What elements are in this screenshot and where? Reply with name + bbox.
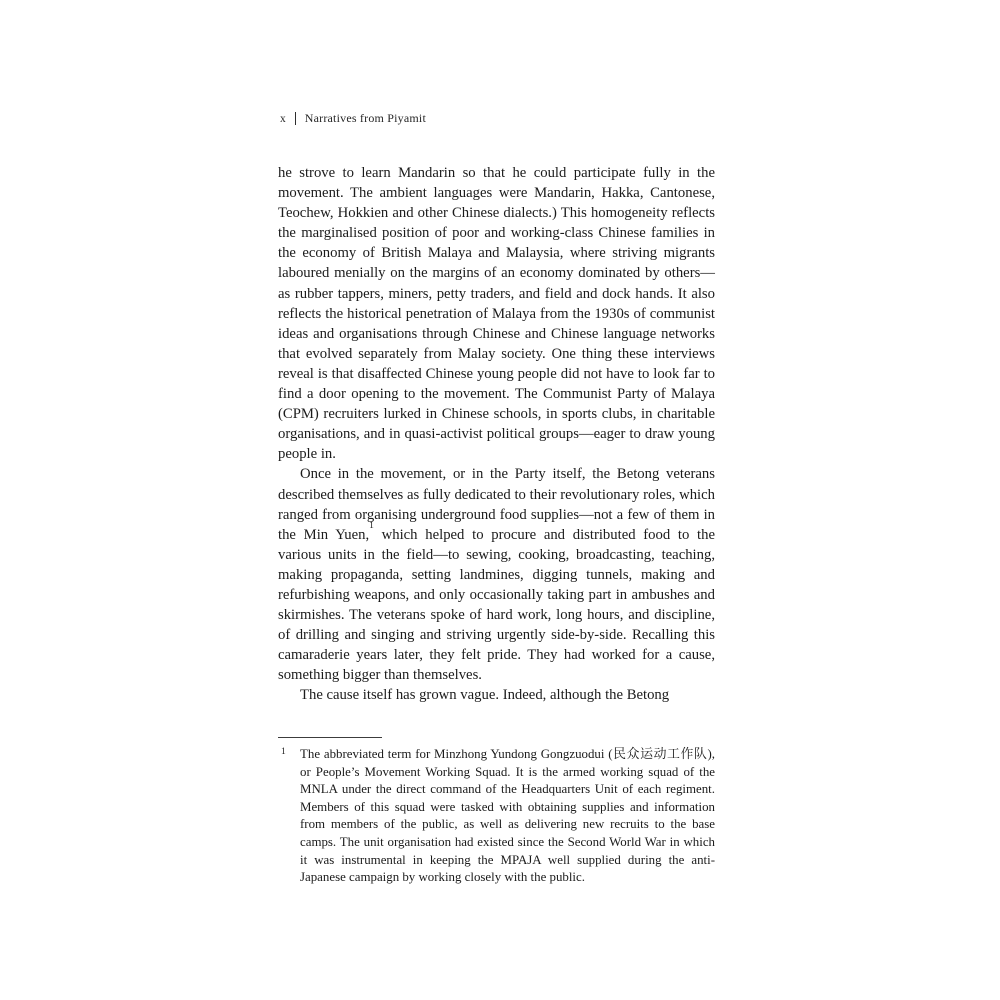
body-text: [278, 163, 715, 706]
paragraph-2-text-after: which helped to procure and distributed food to the various units in the field—to sewing, cooking, broadcasting, teaching, making propaganda, setting landmines, digging tunnels, making and refurbishing weapons, and only occasionally taking part in ambushes and skirmishes. The veterans spoke of hard work, long hours, and discipline, of drilling and singing and striving urgently side-by-side. Recalling this camaraderie years later, they felt pride. They had worked for a cause, something bigger than themselves.: [278, 526, 715, 684]
footnote-marker: 1: [281, 747, 286, 757]
page-number: x: [280, 112, 286, 125]
header-divider: [295, 112, 296, 125]
paragraph-2-text-before: Once in the movement, or in the Party itself, the Betong veterans described themselves as fully dedicated to their revolutionary roles, which ranged from organising underground food supplies—not a few of them in the Min Yuen,: [278, 466, 715, 543]
footnote-rule: [278, 737, 382, 738]
running-title: Narratives from Piyamit: [304, 111, 426, 125]
paragraph-1: he strove to learn Mandarin so that he could participate fully in the movement. The ambient languages were Mandarin, Hakka, Cantonese, Teochew, Hokkien and other Chinese dialects.) This homogeneity reflects the marginalised position of poor and working-class Chinese families in the economy of British Malaya and Malaysia, where striving migrants laboured menially on the margins of an economy dominated by others—as rubber tappers, miners, petty traders, and field and dock hands. It also reflects the historical penetration of Malaya from the 1930s of communist ideas and organisations through Chinese and Chinese language networks that evolved separately from Malay society. One thing these interviews reveal is that disaffected Chinese young people did not have to look far to find a door opening to the movement. The Communist Party of Malaya (CPM) recruiters lurked in Chinese schools, in sports clubs, in charitable organisations, and in quasi-activist political groups—eager to draw young people in.: [278, 165, 715, 463]
footnote-text: The abbreviated term for Minzhong Yundong Gongzuodui (民众运动工作队), or People’s Movement Working Squad. It is the armed working squad of the MNLA under the direct command of the Headquarters Unit of each regiment. Members of this squad were tasked with obtaining supplies and information from members of the public, as well as delivering new recruits to the base camps. The unit organisation had existed since the Second World War in which it was instrumental in keeping the MPAJA well supplied during the anti-Japanese campaign by working closely with the public.: [300, 747, 715, 885]
running-header: [280, 111, 426, 126]
footnote-reference: 1: [369, 520, 374, 531]
footnote: [278, 746, 715, 887]
paragraph-2: [278, 464, 715, 685]
paragraph-3: The cause itself has grown vague. Indeed, although the Betong: [300, 687, 670, 704]
